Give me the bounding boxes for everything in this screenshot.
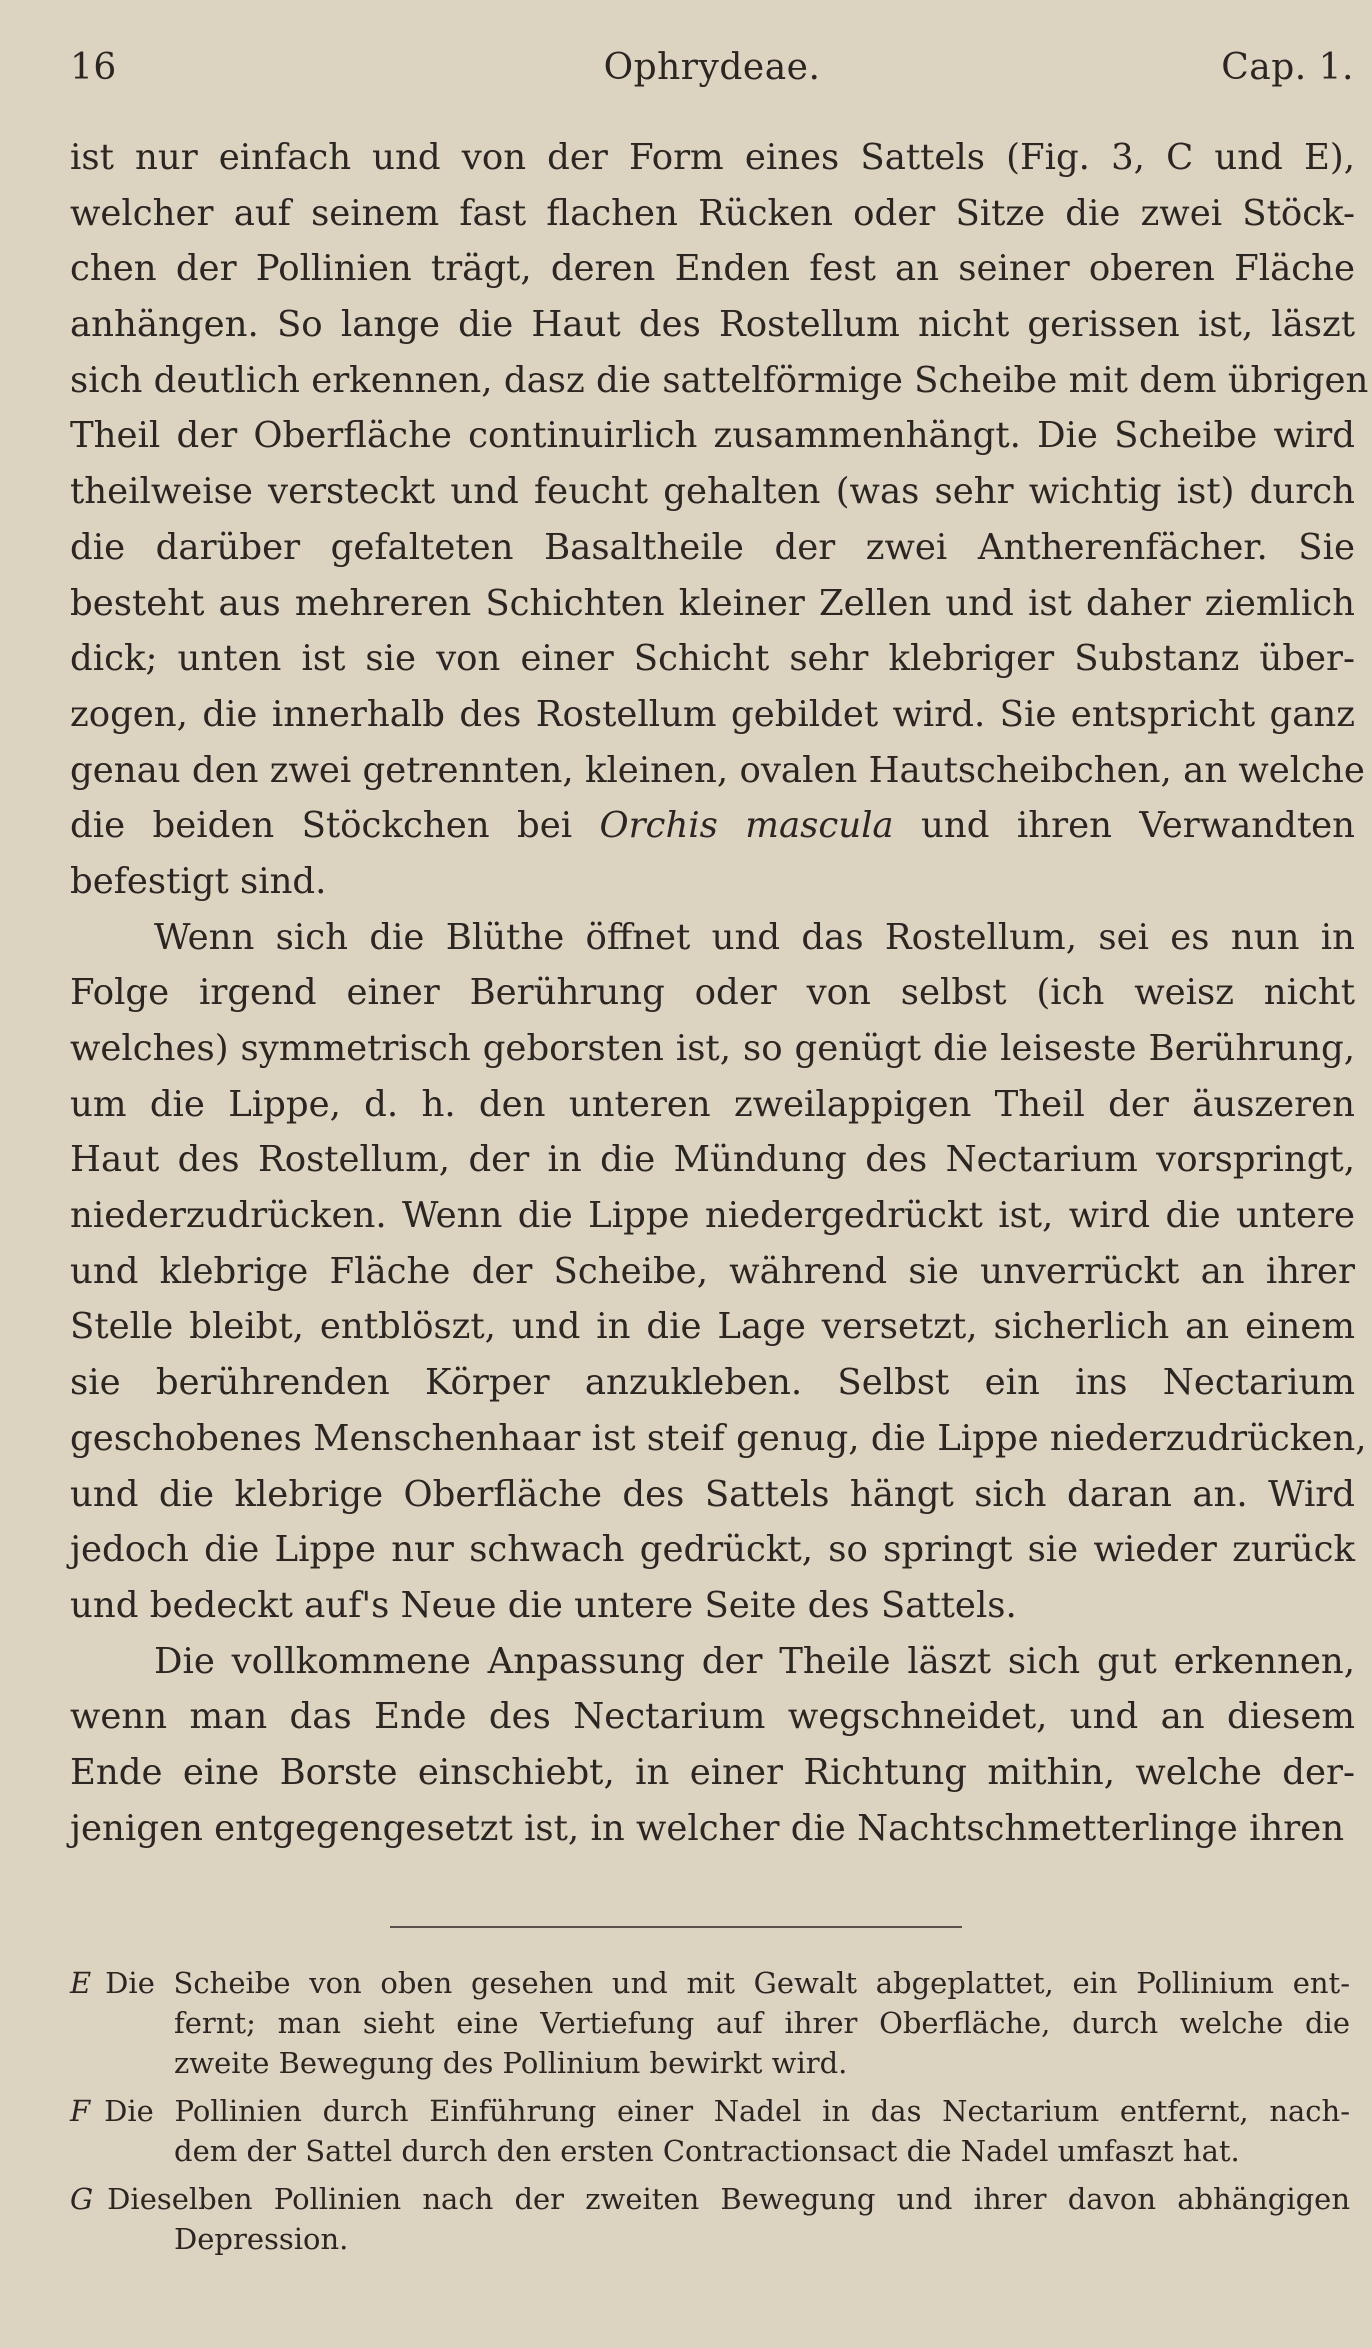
text-line: anhängen. So lange die Haut des Rostellum nicht gerissen ist, läszt — [70, 304, 1355, 346]
text-line: Folge irgend einer Berührung oder von selbst (ich weisz nicht — [70, 972, 1355, 1014]
text-line: geschobenes Menschenhaar ist steif genug, die Lippe niederzudrücken, — [70, 1417, 1367, 1459]
note-text: Die Pollinien durch Einführung einer Nadel in das Nectarium entfernt, nach- — [104, 2094, 1350, 2128]
note-line — [70, 2131, 1350, 2171]
text-line: Ende eine Borste einschiebt, in einer Richtung mithin, welche der- — [70, 1751, 1355, 1793]
text-line: welcher auf seinem fast flachen Rücken oder Sitze die zwei Stöck- — [70, 192, 1355, 234]
paragraph — [70, 130, 1369, 910]
text-line: und bedeckt auf's Neue die untere Seite des Sattels. — [70, 1584, 1017, 1626]
chapter-label: Cap. 1. — [1221, 47, 1354, 88]
text-line: und klebrige Fläche der Scheibe, während sie unverrückt an ihrer — [70, 1250, 1355, 1292]
text-line: Stelle bleibt, entblöszt, und in die Lage versetzt, sicherlich an einem — [70, 1306, 1355, 1348]
running-header — [70, 40, 1354, 96]
text-line: theilweise versteckt und feucht gehalten (was sehr wichtig ist) durch — [70, 471, 1355, 513]
text-line: befestigt sind. — [70, 860, 327, 902]
figure-note — [70, 1963, 1350, 2083]
paragraph — [70, 910, 1367, 1634]
text-line: dick; unten ist sie von einer Schicht sehr klebriger Substanz über- — [70, 638, 1355, 680]
note-line — [70, 2179, 1350, 2219]
text-line: und die klebrige Oberfläche des Sattels hängt sich daran an. Wird — [70, 1473, 1355, 1515]
text-line: um die Lippe, d. h. den unteren zweilappigen Theil der äuszeren — [70, 1083, 1355, 1125]
note-line — [70, 2003, 1350, 2043]
footnote-divider — [390, 1926, 962, 1928]
note-text: dem der Sattel durch den ersten Contractionsact die Nadel umfaszt hat. — [174, 2134, 1240, 2168]
note-letter: F — [70, 2094, 91, 2128]
note-line — [70, 2043, 1350, 2083]
text-line: ist nur einfach und von der Form eines Sattels (Fig. 3, C und E), — [70, 137, 1355, 178]
figure-legend — [70, 1963, 1350, 2267]
note-letter: E — [70, 1966, 92, 2000]
note-line — [70, 2219, 1350, 2259]
text-line: jedoch die Lippe nur schwach gedrückt, so springt sie wieder zurück — [70, 1529, 1355, 1571]
text-line: jenigen entgegengesetzt ist, in welcher die Nachtschmetterlinge ihren — [70, 1807, 1345, 1849]
text-line: die darüber gefalteten Basaltheile der zwei Antherenfächer. Sie — [70, 526, 1355, 568]
note-text: Die Scheibe von oben gesehen und mit Gewalt abgeplattet, ein Pollinium ent- — [105, 1966, 1350, 2000]
text-line: Wenn sich die Blüthe öffnet und das Rostellum, sei es nun in — [154, 916, 1355, 958]
text-line: zogen, die innerhalb des Rostellum gebildet wird. Sie entspricht ganz — [70, 693, 1355, 735]
figure-note — [70, 2091, 1350, 2171]
text-line: besteht aus mehreren Schichten kleiner Zellen und ist daher ziemlich — [70, 582, 1355, 624]
text-line: welches) symmetrisch geborsten ist, so genügt die leiseste Berührung, — [70, 1028, 1355, 1069]
paragraph — [70, 1634, 1355, 1857]
text-line: chen der Pollinien trägt, deren Enden fest an seiner oberen Fläche — [70, 248, 1355, 290]
note-letter: G — [70, 2182, 94, 2216]
text-line: Theil der Oberfläche continuirlich zusammenhängt. Die Scheibe wird — [70, 415, 1355, 457]
main-text — [70, 130, 1369, 1856]
note-text: Dieselben Pollinien nach der zweiten Bewegung und ihrer davon abhängigen — [107, 2182, 1350, 2216]
note-line — [70, 2091, 1350, 2131]
text-line: niederzudrücken. Wenn die Lippe niedergedrückt ist, wird die untere — [70, 1195, 1355, 1237]
text-line: sich deutlich erkennen, dasz die sattelförmige Scheibe mit dem übrigen — [70, 359, 1369, 401]
note-text: fernt; man sieht eine Vertiefung auf ihrer Oberfläche, durch welche die — [174, 2006, 1350, 2040]
text-line: Die vollkommene Anpassung der Theile läszt sich gut erkennen, — [154, 1640, 1355, 1682]
text-line: die beiden Stöckchen bei Orchis mascula und ihren Verwandten — [70, 805, 1355, 847]
text-line: Haut des Rostellum, der in die Mündung des Nectarium vorspringt, — [70, 1139, 1355, 1181]
text-line: genau den zwei getrennten, kleinen, ovalen Hautscheibchen, an welche — [70, 749, 1365, 791]
text-line: sie berührenden Körper anzukleben. Selbst ein ins Nectarium — [70, 1362, 1355, 1404]
text-line: wenn man das Ende des Nectarium wegschneidet, und an diesem — [70, 1696, 1355, 1738]
note-line — [70, 1963, 1350, 2003]
figure-note — [70, 2179, 1350, 2259]
note-text: zweite Bewegung des Pollinium bewirkt wird. — [174, 2046, 848, 2080]
page-number: 16 — [70, 47, 117, 88]
running-title: Ophrydeae. — [603, 47, 821, 88]
note-text: Depression. — [174, 2222, 349, 2256]
